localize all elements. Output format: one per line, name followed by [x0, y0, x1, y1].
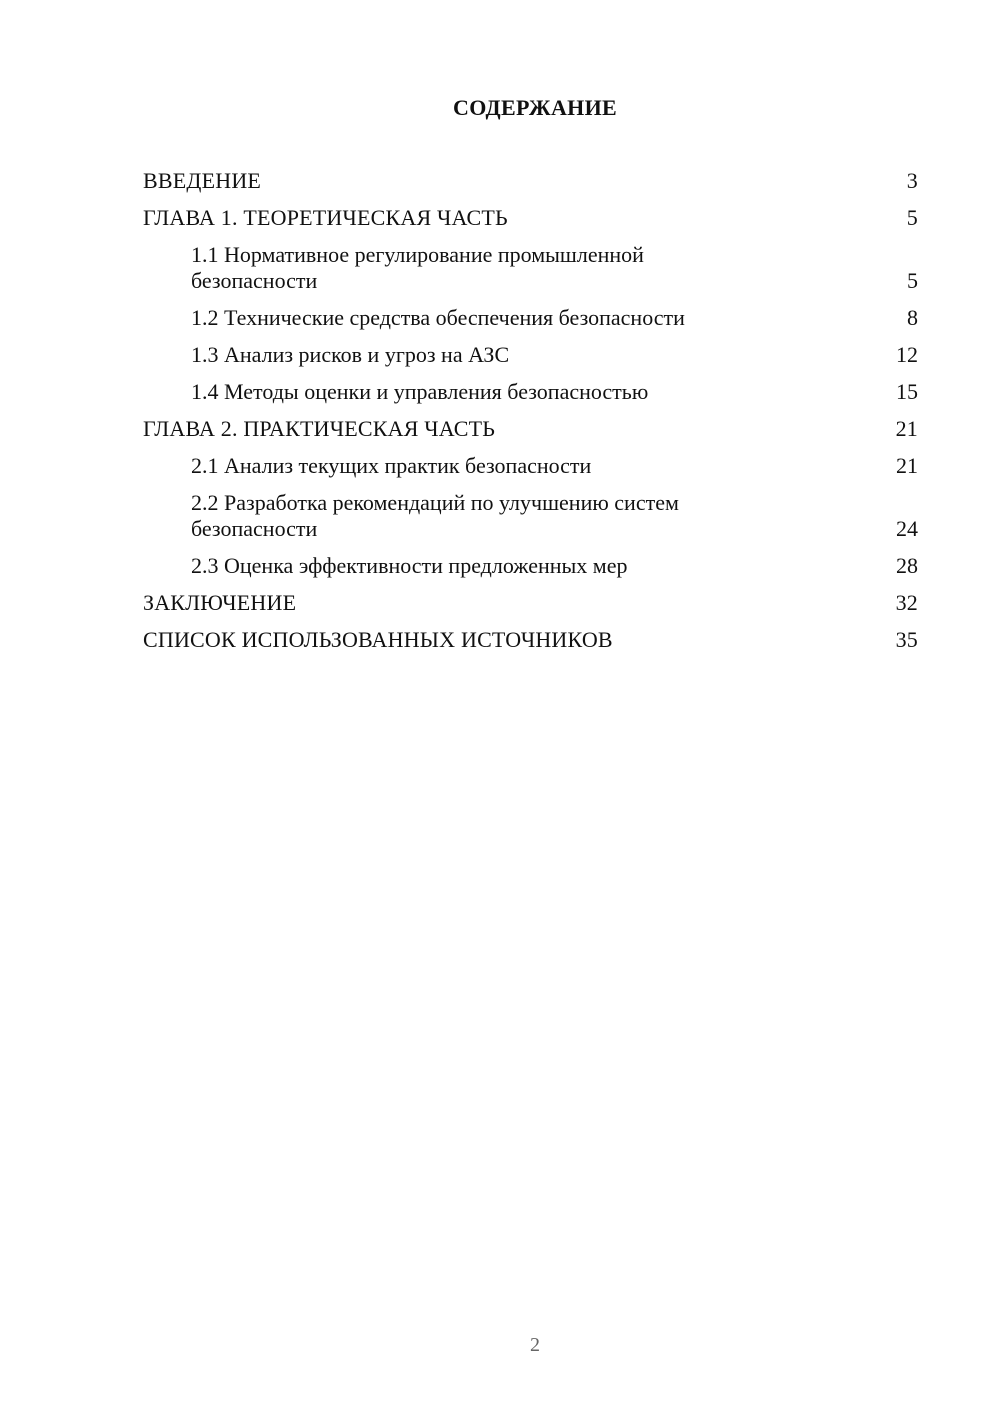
toc-entry-title: СПИСОК ИСПОЛЬЗОВАННЫХ ИСТОЧНИКОВ	[143, 627, 613, 652]
toc-entry-title: 2.2 Разработка рекомендаций по улучшению систем безопасности	[191, 490, 679, 541]
toc-entry-page: 35	[895, 627, 918, 652]
toc-entry-page: 21	[896, 453, 918, 478]
toc-entry-chapter-1[interactable]	[143, 205, 918, 231]
toc-entry-references[interactable]	[143, 627, 918, 653]
toc-entry-page: 3	[906, 168, 918, 193]
toc-entry-chapter-2[interactable]	[143, 416, 918, 442]
toc-entry-page: 5	[906, 205, 918, 230]
toc-entry-1-2[interactable]	[143, 305, 918, 331]
toc-entry-title: ГЛАВА 1. ТЕОРЕТИЧЕСКАЯ ЧАСТЬ	[143, 205, 508, 230]
toc-entry-page: 5	[907, 268, 918, 293]
toc-heading: СОДЕРЖАНИЕ	[453, 95, 617, 120]
toc-entry-page: 32	[895, 590, 918, 615]
toc-entry-introduction[interactable]	[143, 168, 918, 194]
toc-entry-page: 21	[895, 416, 918, 441]
toc-entry-page: 8	[907, 305, 918, 330]
toc-entry-page: 24	[896, 516, 918, 541]
toc-entry-title: 2.3 Оценка эффективности предложенных мер	[191, 553, 628, 578]
toc-entry-title: 1.3 Анализ рисков и угроз на АЗС	[191, 342, 510, 367]
toc-entry-2-1[interactable]	[143, 453, 918, 479]
page-number: 2	[530, 1334, 540, 1356]
toc-entry-1-3[interactable]	[143, 342, 918, 368]
toc-entry-title: ГЛАВА 2. ПРАКТИЧЕСКАЯ ЧАСТЬ	[143, 416, 496, 441]
toc-entry-page: 28	[896, 553, 918, 578]
toc-entry-title: ЗАКЛЮЧЕНИЕ	[143, 590, 297, 615]
toc-entry-1-4[interactable]	[143, 379, 918, 405]
toc-entry-title: ВВЕДЕНИЕ	[143, 168, 262, 193]
toc-entry-1-1[interactable]	[143, 242, 918, 294]
table-of-contents	[143, 168, 918, 664]
toc-entry-2-2[interactable]	[143, 490, 918, 542]
toc-entry-title: 1.2 Технические средства обеспечения безопасности	[191, 305, 685, 330]
toc-entry-title: 1.4 Методы оценки и управления безопасностью	[191, 379, 649, 404]
toc-entry-page: 15	[896, 379, 918, 404]
toc-entry-page: 12	[896, 342, 918, 367]
toc-entry-conclusion[interactable]	[143, 590, 918, 616]
toc-entry-2-3[interactable]	[143, 553, 918, 579]
toc-entry-title: 1.1 Нормативное регулирование промышленной безопасности	[191, 242, 644, 293]
toc-entry-title: 2.1 Анализ текущих практик безопасности	[191, 453, 592, 478]
